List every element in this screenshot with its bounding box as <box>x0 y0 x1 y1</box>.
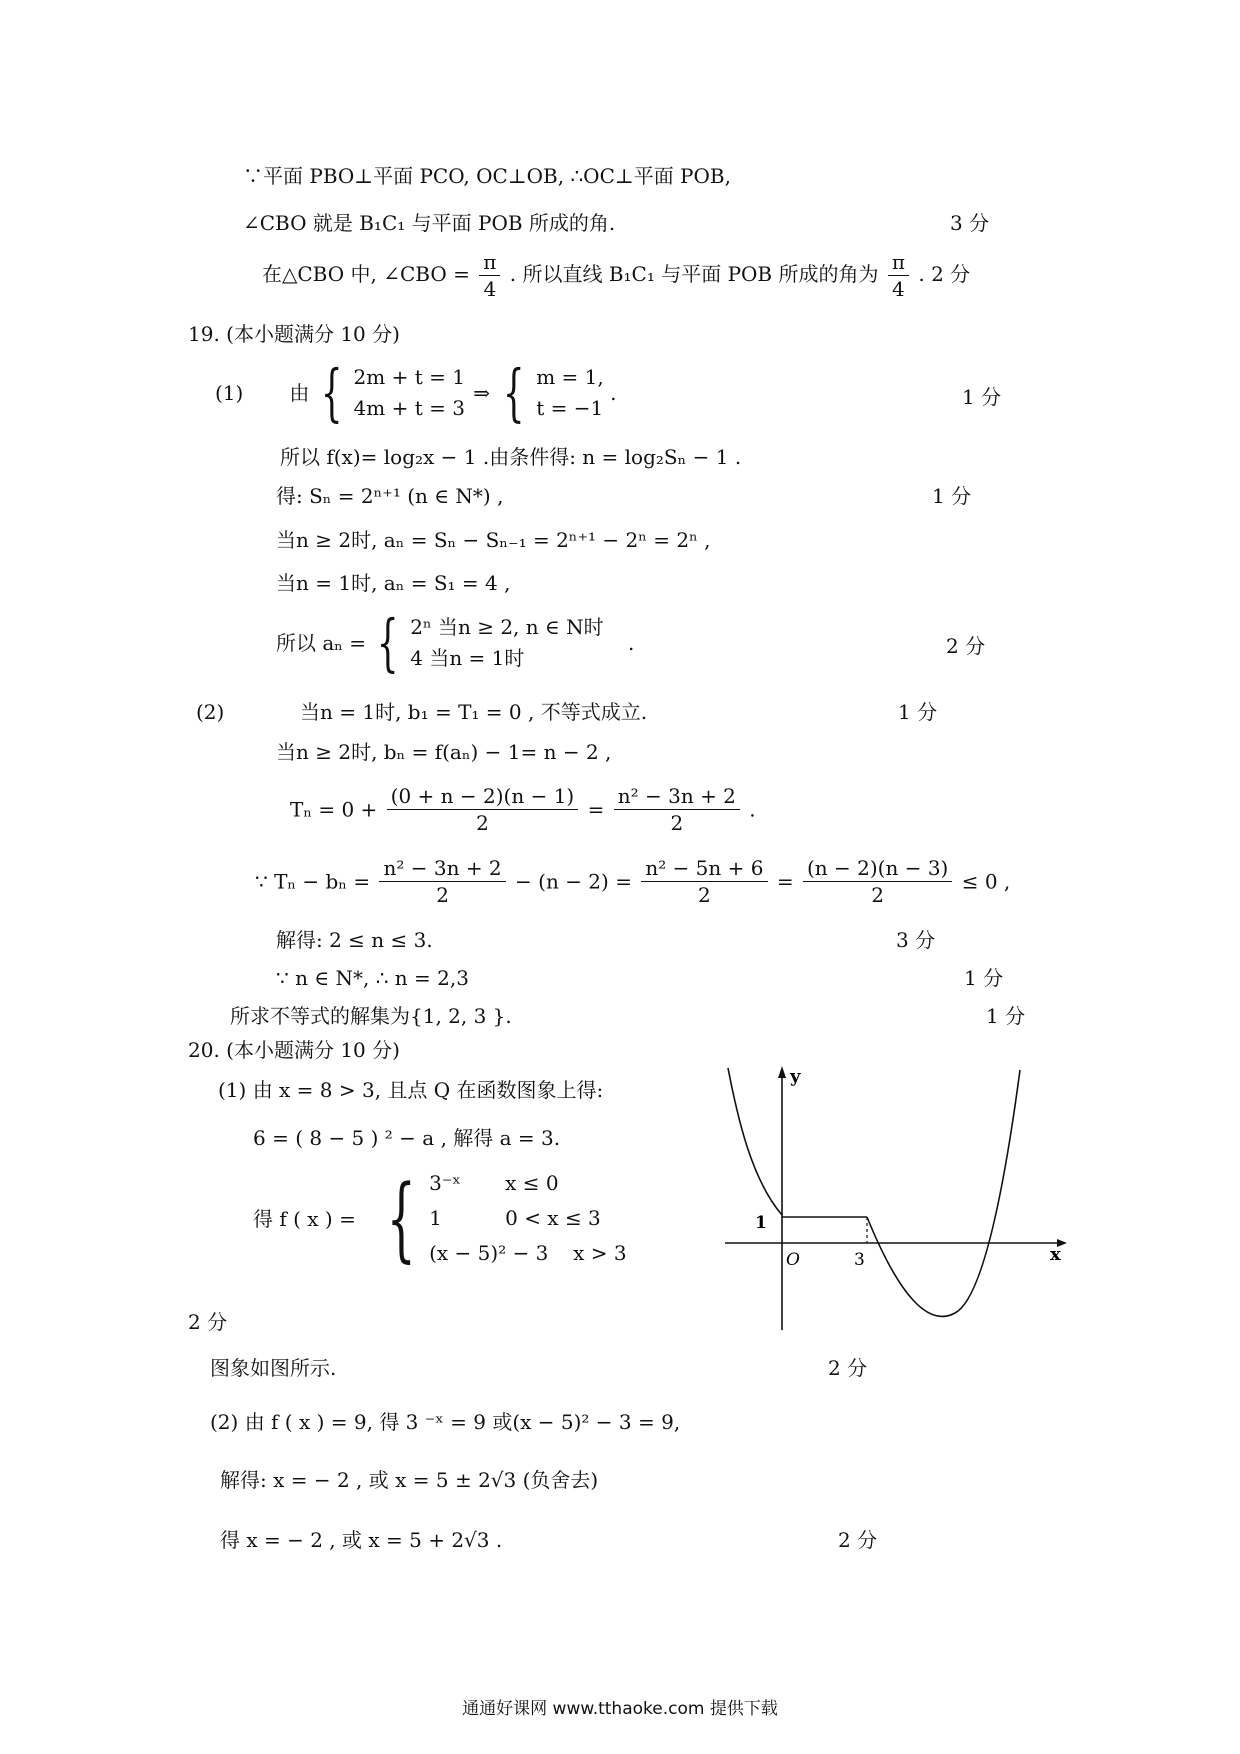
line-angle-value <box>262 252 970 299</box>
fraction <box>379 858 505 905</box>
you-label: 由 <box>289 381 310 405</box>
tn-lhs: Tₙ = 0 + <box>290 797 378 822</box>
angle-text-a: 在△CBO 中, ∠CBO = <box>262 262 470 286</box>
fraction <box>614 786 740 833</box>
line-perpendicular: ∵平面 PBO⊥平面 PCO, OC⊥OB, ∴OC⊥平面 POB, <box>243 164 731 188</box>
q20-part2: (2) 由 f ( x ) = 9, 得 3 ⁻ˣ = 9 或(x − 5)² − 3 = 9, <box>210 1410 681 1434</box>
frac-den: 4 <box>892 277 905 301</box>
implies-arrow: ⇒ <box>473 381 491 405</box>
piecewise-cases <box>429 1166 626 1271</box>
score-label: 2 分 <box>946 634 986 658</box>
left-brace: { <box>386 1164 417 1272</box>
an-label: 所以 aₙ = <box>276 631 367 655</box>
q20-piecewise <box>253 1166 627 1271</box>
line-sn: 得: Sₙ = 2ⁿ⁺¹ (n ∈ N*) , <box>276 484 504 508</box>
q19-part1-system <box>215 356 617 429</box>
score-label: 2 分 <box>188 1310 228 1334</box>
line-solve-range: 解得: 2 ≤ n ≤ 3. <box>276 928 433 952</box>
line-tn-minus-bn <box>255 858 1010 905</box>
frac-den: 2 <box>871 883 885 907</box>
case-row <box>429 1236 626 1271</box>
q20-part1-line1: (1) 由 x = 8 > 3, 且点 Q 在函数图象上得: <box>218 1078 604 1102</box>
score-label: 1 分 <box>964 966 1004 990</box>
left-brace: { <box>377 606 399 679</box>
line-bn: 当n ≥ 2时, bₙ = f(aₙ) − 1= n − 2 , <box>276 740 612 764</box>
fraction-pi-over-4-b <box>888 252 909 299</box>
part-label: (1) <box>215 381 244 405</box>
line-an-n-ge-2: 当n ≥ 2时, aₙ = Sₙ − Sₙ₋₁ = 2ⁿ⁺¹ − 2ⁿ = 2ⁿ , <box>276 528 711 552</box>
angle-text-c: . 2 分 <box>918 262 971 286</box>
case-cond: x ≤ 0 <box>505 1171 559 1195</box>
fraction <box>387 786 579 833</box>
equals: = <box>587 797 605 822</box>
period: . <box>610 381 617 405</box>
diff-end: ≤ 0 , <box>961 869 1011 894</box>
fraction <box>641 858 767 905</box>
case-expr: (x − 5)² − 3 <box>429 1241 549 1265</box>
angle-text-b: . 所以直线 B₁C₁ 与平面 POB 所成的角为 <box>509 262 879 286</box>
period: . <box>749 797 756 822</box>
case-cond: 0 < x ≤ 3 <box>505 1206 601 1230</box>
curve-exponential <box>728 1068 782 1215</box>
line-n-eq-1: 当n = 1时, b₁ = T₁ = 0 , 不等式成立. <box>300 700 648 724</box>
origin-label: O <box>786 1250 800 1270</box>
frac-num: n² − 5n + 6 <box>641 858 767 882</box>
frac-num: n² − 3n + 2 <box>614 786 740 810</box>
score-label: 2 分 <box>838 1528 878 1552</box>
line-solution-set: 所求不等式的解集为{1, 2, 3 }. <box>230 1004 512 1028</box>
equation-row: m = 1, <box>536 365 604 389</box>
curve-parabola <box>867 1070 1020 1316</box>
question-20-heading: 20. (本小题满分 10 分) <box>188 1038 400 1062</box>
y-axis-arrow-icon <box>778 1066 786 1078</box>
equation-row: 2m + t = 1 <box>353 365 465 389</box>
fx-label: 得 f ( x ) = <box>253 1206 356 1231</box>
equation-row: t = −1 <box>536 396 604 420</box>
y-axis-label: y <box>790 1066 801 1087</box>
line-fx-log: 所以 f(x)= log₂x − 1 .由条件得: n = log₂Sₙ − 1 . <box>280 445 742 469</box>
page-footer: 通通好课网 www.tthaoke.com 提供下载 <box>462 1699 778 1719</box>
left-brace: { <box>503 356 525 429</box>
case-row: 4 当n = 1时 <box>410 646 525 670</box>
q20-graph-caption: 图象如图所示. <box>210 1356 337 1380</box>
line-n-in-N: ∵ n ∈ N*, ∴ n = 2,3 <box>276 966 469 990</box>
line-angle-def: ∠CBO 就是 B₁C₁ 与平面 POB 所成的角. <box>243 211 616 235</box>
equals: = <box>776 869 794 894</box>
equation-system <box>354 362 465 424</box>
case-expr: 1 <box>429 1206 442 1230</box>
score-label: 1 分 <box>962 385 1002 409</box>
frac-den: 2 <box>476 811 489 835</box>
diff-lhs: ∵ Tₙ − bₙ = <box>255 869 371 894</box>
case-row: 2ⁿ 当n ≥ 2, n ∈ N时 <box>410 615 604 639</box>
score-label: 3 分 <box>896 928 936 952</box>
line-an-n-eq-1: 当n = 1时, aₙ = S₁ = 4 , <box>276 571 511 595</box>
score-label: 3 分 <box>950 211 990 235</box>
frac-den: 2 <box>436 883 449 907</box>
frac-num: π <box>888 252 909 276</box>
case-row <box>429 1166 626 1201</box>
frac-num: π <box>479 252 500 276</box>
frac-den: 2 <box>698 883 711 907</box>
line-an-piecewise <box>276 606 635 679</box>
score-label: 1 分 <box>932 484 972 508</box>
question-19-heading: 19. (本小题满分 10 分) <box>188 322 400 346</box>
equation-row: 4m + t = 3 <box>353 396 465 420</box>
case-expr: 3⁻ˣ <box>429 1171 461 1195</box>
score-label: 2 分 <box>828 1356 868 1380</box>
line-tn <box>290 786 756 833</box>
period: . <box>628 631 635 655</box>
q20-solve: 解得: x = − 2 , 或 x = 5 ± 2√3 (负舍去) <box>220 1468 599 1492</box>
left-brace: { <box>320 356 343 429</box>
piecewise-cases <box>410 612 603 674</box>
score-label: 1 分 <box>986 1004 1026 1028</box>
q19-part2-label: (2) <box>196 700 225 724</box>
fraction-pi-over-4 <box>479 252 500 299</box>
frac-den: 4 <box>483 277 497 301</box>
diff-mid: − (n − 2) = <box>515 869 632 894</box>
case-cond: x > 3 <box>573 1241 627 1265</box>
fraction <box>803 858 952 905</box>
q20-part1-line2: 6 = ( 8 − 5 ) ² − a , 解得 a = 3. <box>253 1126 561 1150</box>
tick-label-1: 1 <box>755 1213 767 1233</box>
x-axis-label: x <box>1050 1244 1061 1265</box>
function-graph <box>720 1060 1120 1340</box>
tick-label-3: 3 <box>854 1250 865 1270</box>
frac-num: (0 + n − 2)(n − 1) <box>387 786 579 810</box>
frac-num: (n − 2)(n − 3) <box>803 858 952 882</box>
score-label: 1 分 <box>898 700 938 724</box>
frac-num: n² − 3n + 2 <box>379 858 505 882</box>
frac-den: 2 <box>670 811 684 835</box>
solution-system <box>536 362 604 424</box>
q20-final: 得 x = − 2 , 或 x = 5 + 2√3 . <box>220 1528 503 1552</box>
case-row <box>429 1201 626 1236</box>
